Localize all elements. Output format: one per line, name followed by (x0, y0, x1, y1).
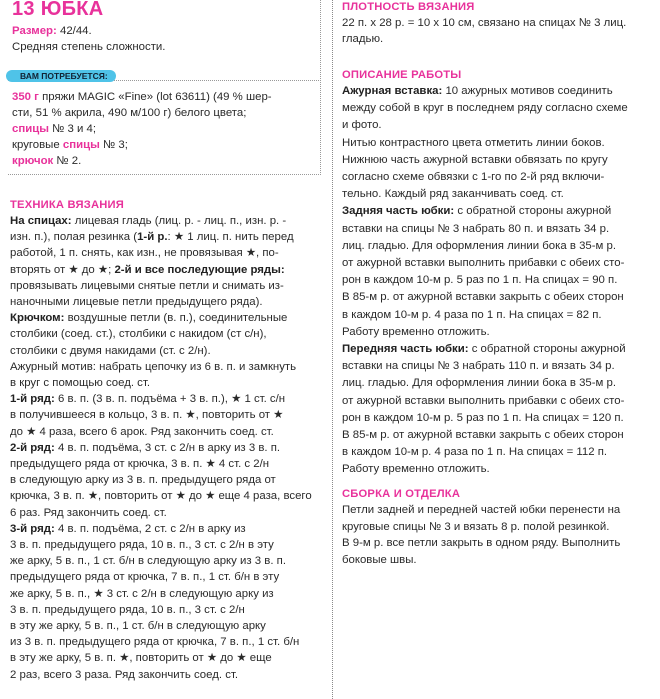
assembly-heading: СБОРКА И ОТДЕЛКА (342, 488, 461, 500)
density-line: 22 п. х 28 р. = 10 х 10 см, связано на спицах № 3 лиц. (342, 17, 627, 29)
title-block (8, 0, 321, 81)
description-line: в каждом 10-м р. 4 раза по 1 п. На спицах = 82 п. (342, 308, 602, 321)
technique-line: в эту же арку, 5 в. п. ★, повторить от ★ до ★ еще (10, 652, 272, 665)
technique-line: предыдущего ряда от крючка, 7 в. п., 1 ст. б/н в эту (10, 571, 280, 584)
materials-line-2: сти, 51 % акрила, 490 м/100 г) белого цвета; (12, 107, 247, 119)
description-line: Работу временно отложить. (342, 325, 490, 338)
materials-block (8, 82, 321, 175)
technique-line: вторять от ★ до ★; 2-й и все последующие ряды: (10, 263, 285, 276)
description-line: вставки на спицы № 3 набрать 110 п. и вязать 34 р. (342, 360, 615, 373)
materials-line-4: круговые спицы № 3; (12, 139, 128, 151)
description-line: Задняя часть юбки: с обратной стороны ажурной (342, 205, 612, 218)
description-line: лиц. гладью. Для оформления линии бока в 35-м р. (342, 239, 617, 252)
description-line: Передняя часть юбки: с обратной стороны ажурной (342, 343, 626, 355)
description-line: В 85-м р. от ажурной вставки закрыть с обеих сторон (342, 291, 624, 304)
description-line: от ажурной вставки выполнить прибавки с обеих сто- (342, 394, 625, 407)
technique-line: в получившееся в кольцо, 3 в. п. ★, повторить от ★ (10, 409, 284, 422)
assembly-line: Петли задней и передней частей юбки перенести на (342, 504, 621, 516)
technique-line: в эту же арку, 5 в. п., 1 ст. б/н в следующую арку (10, 620, 266, 632)
technique-line: же арку, 5 в. п., 1 ст. б/н в следующую арку из 3 в. п. (10, 555, 286, 568)
technique-line: изн. п.), полая резинка (1-й р.: ★ 1 лиц. п. нить перед (10, 231, 294, 244)
difficulty-line: Средняя степень сложности. (12, 41, 166, 53)
description-line: между собой в круг в последнем ряду согласно схеме (342, 102, 628, 115)
technique-line: в круг с помощью соед. ст. (10, 377, 150, 389)
technique-line: 6 раз. Ряд закончить соед. ст. (10, 506, 167, 519)
description-line: Работу временно отложить. (342, 463, 490, 476)
description-line: в каждом 10-м р. 4 раза по 1 п. На спицах = 112 п. (342, 446, 608, 459)
technique-line: в следующую арку из 3 в. п. предыдущего ряда от (10, 474, 276, 487)
density-heading: ПЛОТНОСТЬ ВЯЗАНИЯ (342, 1, 475, 13)
needs-badge: ВАМ ПОТРЕБУЕТСЯ: (6, 70, 116, 82)
technique-heading: ТЕХНИКА ВЯЗАНИЯ (10, 199, 124, 211)
description-line: вставки на спицы № 3 набрать 80 п. и вязать 34 р. (342, 222, 610, 235)
technique-line: из 3 в. п. предыдущего ряда от крючка, 7 в. п., 1 ст. б/н (10, 636, 300, 649)
technique-line: 3 в. п. предыдущего ряда, 10 в. п., 3 ст. с 2/н (10, 603, 245, 616)
assembly-line: круговые спицы № 3 и вязать 8 р. полой резинкой. (342, 520, 610, 533)
technique-line: провязывать лицевыми снятые петли и снимать из- (10, 279, 284, 292)
technique-line: наночными лицевые петли предыдущего ряда). (10, 296, 263, 308)
description-line: Ажурная вставка: 10 ажурных мотивов соединить (342, 85, 613, 97)
technique-line: 2 раз, всего 3 раза. Ряд закончить соед. ст. (10, 668, 239, 681)
technique-line: предыдущего ряда от крючка, 3 в. п. ★ 4 ст. с 2/н (10, 458, 270, 470)
description-heading: ОПИСАНИЕ РАБОТЫ (342, 69, 462, 81)
materials-line-3: спицы № 3 и 4; (12, 123, 97, 135)
assembly-line: В 9-м р. все петли закрыть в одном ряду. Выполнить (342, 537, 621, 549)
column-divider (332, 0, 334, 699)
pattern-title: 13 ЮБКА (12, 0, 104, 20)
left-column (6, 0, 322, 699)
technique-line: 3-й ряд: 4 в. п. подъёма, 2 ст. с 2/н в арку из (10, 522, 246, 535)
technique-line: Ажурный мотив: набрать цепочку из 6 в. п. и замкнуть (10, 360, 297, 373)
materials-line-5: крючок № 2. (12, 155, 82, 167)
technique-line: Крючком: воздушные петли (в. п.), соединительные (10, 312, 288, 325)
description-line: рон в каждом 10-м р. 5 раз по 1 п. На спицах = 90 п. (342, 274, 618, 287)
assembly-line: боковые швы. (342, 553, 417, 566)
description-line: Нитью контрастного цвета отметить линии боков. (342, 136, 605, 149)
description-line: Нижнюю часть ажурной вставки обвязать по кругу (342, 153, 608, 166)
technique-line: На спицах: лицевая гладь (лиц. р. - лиц. п., изн. р. - (10, 215, 287, 227)
description-line: от ажурной вставки выполнить прибавки с обеих сто- (342, 257, 625, 269)
description-line: рон в каждом 10-м р. 5 раз по 1 п. На спицах = 120 п. (342, 411, 624, 424)
technique-line: работой, 1 п. снять, как изн., не провязывая ★, по- (10, 247, 279, 260)
description-line: В 85-м р. от ажурной вставки закрыть с обеих сторон (342, 429, 624, 441)
description-line: тельно. Каждый ряд заканчивать соед. ст. (342, 188, 564, 201)
materials-line-1: 350 г пряжи MAGIC «Fine» (lot 63611) (49 % шер- (12, 91, 272, 103)
description-line: лиц. гладью. Для оформления линии бока в 35-м р. (342, 377, 617, 390)
technique-line: же арку, 5 в. п., ★ 3 ст. с 2/н в следующую арку из (10, 587, 274, 600)
technique-line: столбики с двумя накидами (ст. с 2/н). (10, 344, 211, 357)
technique-line: 2-й ряд: 4 в. п. подъёма, 3 ст. с 2/н в арку из 3 в. п. (10, 441, 281, 454)
description-line: и фото. (342, 119, 382, 132)
description-line: согласно схеме обвязки с 1-го по 2-й ряд включи- (342, 171, 605, 183)
right-column (342, 0, 657, 699)
size-line: Размер: 42/44. (12, 25, 92, 37)
technique-line: крючка, 3 в. п. ★, повторить от ★ до ★ еще 4 раза, всего (10, 490, 312, 503)
technique-line: 1-й ряд: 6 в. п. (3 в. п. подъёма + 3 в. п.), ★ 1 ст. с/н (10, 393, 286, 406)
technique-line: столбики (соед. ст.), столбики с накидом (ст с/н), (10, 328, 267, 341)
density-line: гладью. (342, 33, 384, 45)
technique-line: до ★ 4 раза, всего 6 арок. Ряд закончить соед. ст. (10, 425, 274, 438)
technique-line: 3 в. п. предыдущего ряда, 10 в. п., 3 ст. с 2/н в эту (10, 539, 274, 551)
